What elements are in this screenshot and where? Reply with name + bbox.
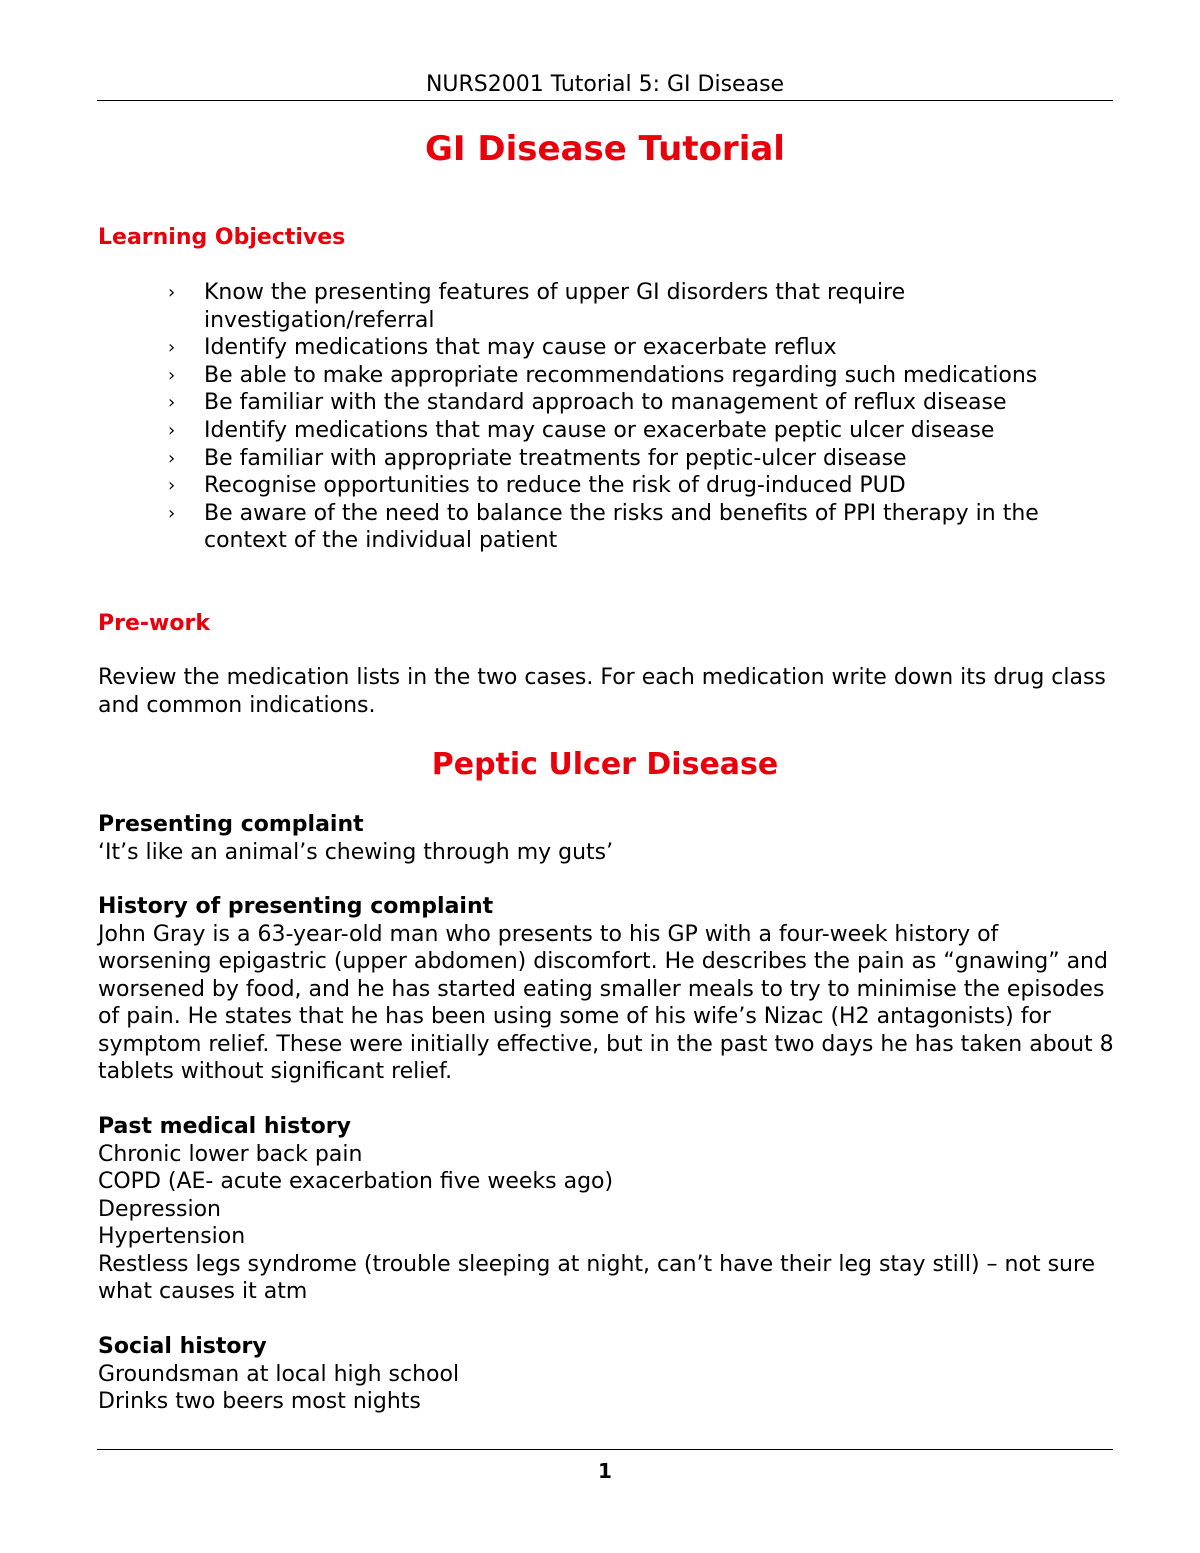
page-number: 1 <box>598 1459 612 1483</box>
social-history-section <box>98 1333 1118 1416</box>
bullet-icon: › <box>168 392 176 414</box>
learning-objectives-heading: Learning Objectives <box>98 225 346 250</box>
social-history-heading: Social history <box>98 1334 267 1359</box>
presenting-complaint-heading: Presenting complaint <box>98 812 364 837</box>
pmh-item: Restless legs syndrome (trouble sleeping at night, can’t have their leg stay still) – not sure what causes it atm <box>98 1251 1096 1304</box>
objective-item: › Know the presenting features of upper GI disorders that require investigation/referral <box>168 280 906 333</box>
history-section <box>98 893 1118 1086</box>
bullet-icon: › <box>168 502 176 524</box>
pmh-item: Depression <box>98 1196 221 1222</box>
objective-item: › Be familiar with the standard approach to management of reflux disease <box>168 390 1007 416</box>
pmh-item: COPD (AE- acute exacerbation five weeks ago) <box>98 1169 614 1194</box>
objective-item: › Recognise opportunities to reduce the risk of drug-induced PUD <box>168 473 906 499</box>
history-text: John Gray is a 63-year-old man who presents to his GP with a four-week history of worsening epigastric (upper abdomen) discomfort. He describes the pain as “gnawing” and worsened by food, and he has started eating smaller meals to try to minimise the episodes of pain. He states that he has been using some of his wife’s Nizac (H2 antagonists) for symptom relief. These were initially effective, but in the past two days he has taken about 8 tablets without significant relief. <box>98 921 1114 1084</box>
pmh-item: Chronic lower back pain <box>98 1141 363 1167</box>
bullet-icon: › <box>168 419 176 441</box>
past-medical-history-section <box>98 1113 1118 1306</box>
learning-objectives-list <box>0 279 1200 555</box>
objective-item: › Identify medications that may cause or exacerbate peptic ulcer disease <box>168 417 995 443</box>
bullet-icon: › <box>168 282 176 303</box>
presenting-complaint-section <box>98 811 1118 866</box>
history-heading: History of presenting complaint <box>98 894 494 919</box>
bullet-icon: › <box>168 337 176 359</box>
social-history-item: Groundsman at local high school <box>98 1361 460 1387</box>
header-rule <box>97 100 1113 101</box>
presenting-complaint-text: ‘It’s like an animal’s chewing through my guts’ <box>98 839 614 865</box>
past-medical-history-heading: Past medical history <box>98 1114 351 1139</box>
prework-text: Review the medication lists in the two cases. For each medication write down its drug class and common indications. <box>98 665 1106 718</box>
bullet-icon: › <box>168 447 176 469</box>
footer-rule <box>97 1449 1113 1450</box>
social-history-item: Drinks two beers most nights <box>98 1389 421 1414</box>
objective-item: › Be aware of the need to balance the risks and benefits of PPI therapy in the context of the individual patient <box>168 500 1039 554</box>
bullet-icon: › <box>168 364 176 386</box>
running-header: NURS2001 Tutorial 5: GI Disease <box>425 72 785 97</box>
case-title: Peptic Ulcer Disease <box>431 747 779 782</box>
bullet-icon: › <box>168 475 176 497</box>
document-title: GI Disease Tutorial <box>425 129 785 169</box>
objective-item: › Be able to make appropriate recommendations regarding such medications <box>168 362 1038 388</box>
objective-item: › Be familiar with appropriate treatments for peptic-ulcer disease <box>168 445 907 471</box>
prework-heading: Pre-work <box>98 611 210 636</box>
pmh-item: Hypertension <box>98 1224 246 1249</box>
objective-item: › Identify medications that may cause or exacerbate reflux <box>168 335 837 361</box>
